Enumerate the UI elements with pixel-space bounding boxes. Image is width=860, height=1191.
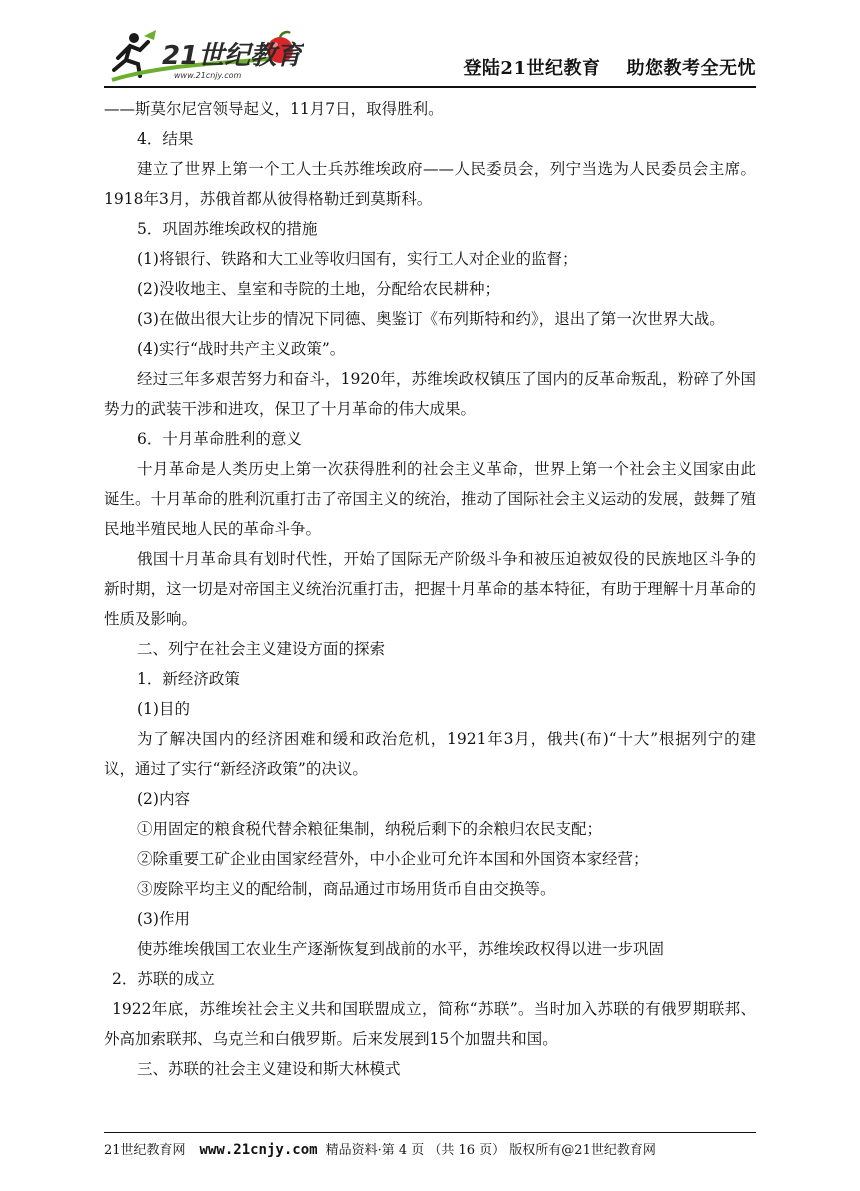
- section-heading: 4．结果: [137, 130, 194, 148]
- document-body: [104, 94, 756, 1084]
- list-item: (2)没收地主、皇室和寺院的土地，分配给农民耕种；: [137, 280, 500, 298]
- list-item: ②除重要工矿企业由国家经营外，中小企业可允许本国和外国资本家经营；: [137, 850, 649, 868]
- footer-page-info: 精品资料·第 4 页 （共 16 页） 版权所有@21世纪教育网: [325, 1143, 656, 1158]
- section-heading: 5．巩固苏维埃政权的措施: [137, 220, 318, 238]
- list-item: (3)在做出很大让步的情况下同德、奥鉴订《布列斯特和约》，退出了第一次世界大战。: [137, 310, 725, 328]
- paragraph: ——斯莫尔尼宫领导起义，11月7日，取得胜利。: [104, 100, 444, 118]
- page-footer: [104, 1132, 756, 1158]
- paragraph: 为了解决国内的经济困难和缓和政治危机，1921年3月，俄共(布)“十大”根据列宁的建议，通过了实行“新经济政策”的决议。: [104, 730, 756, 778]
- list-item: ①用固定的粮食税代替余粮征集制，纳税后剩下的余粮归农民支配；: [137, 820, 603, 838]
- slogan-left: 登陆21世纪教育: [463, 58, 601, 79]
- paragraph: 俄国十月革命具有划时代性，开始了国际无产阶级斗争和被压迫被奴役的民族地区斗争的新时期，这一切是对帝国主义统治沉重打击，把握十月革命的基本特征，有助于理解十月革命的性质及影响。: [104, 550, 756, 628]
- page-header: [104, 28, 756, 88]
- paragraph: 经过三年多艰苦努力和奋斗，1920年，苏维埃政权镇压了国内的反革命叛乱，粉碎了外国势力的武装干涉和进攻，保卫了十月革命的伟大成果。: [104, 370, 756, 418]
- list-item: ③废除平均主义的配给制，商品通过市场用货币自由交换等。: [137, 880, 556, 898]
- sub-heading: (3)作用: [137, 910, 190, 928]
- logo-text: 21世纪教育: [162, 41, 303, 71]
- section-heading: 2．苏联的成立: [112, 970, 215, 988]
- footer-left: 21世纪教育网: [104, 1143, 186, 1158]
- paragraph: 十月革命是人类历史上第一次获得胜利的社会主义革命，世界上第一个社会主义国家由此诞生。十月革命的胜利沉重打击了帝国主义的统治，推动了国际社会主义运动的发展，鼓舞了殖民地半殖民地人民的革命斗争。: [104, 460, 756, 538]
- logo-url: www.21cnjy.com: [174, 71, 242, 80]
- section-heading: 6．十月革命胜利的意义: [137, 430, 302, 448]
- sub-heading: (2)内容: [137, 790, 190, 808]
- sub-heading: (1)目的: [137, 700, 190, 718]
- section-heading: 二、列宁在社会主义建设方面的探索: [137, 640, 386, 658]
- paragraph: 建立了世界上第一个工人士兵苏维埃政府——人民委员会，列宁当选为人民委员会主席。1918年3月，苏俄首都从彼得格勒迁到莫斯科。: [104, 160, 756, 208]
- list-item: (1)将银行、铁路和大工业等收归国有，实行工人对企业的监督；: [137, 250, 578, 268]
- paragraph: 1922年底，苏维埃社会主义共和国联盟成立，简称“苏联”。当时加入苏联的有俄罗期联邦、外高加索联邦、乌克兰和白俄罗斯。后来发展到15个加盟共和国。: [104, 1000, 756, 1048]
- section-heading: 三、苏联的社会主义建设和斯大林模式: [137, 1060, 401, 1078]
- footer-site-link[interactable]: www.21cnjy.com: [199, 1142, 318, 1158]
- paragraph: 使苏维埃俄国工农业生产逐渐恢复到战前的水平，苏维埃政权得以进一步巩固: [137, 940, 665, 958]
- site-logo: [104, 28, 304, 84]
- header-slogan: [463, 54, 756, 80]
- section-heading: 1．新经济政策: [137, 670, 240, 688]
- list-item: (4)实行“战时共产主义政策”。: [137, 340, 346, 358]
- slogan-right: 助您教考全无忧: [626, 58, 756, 79]
